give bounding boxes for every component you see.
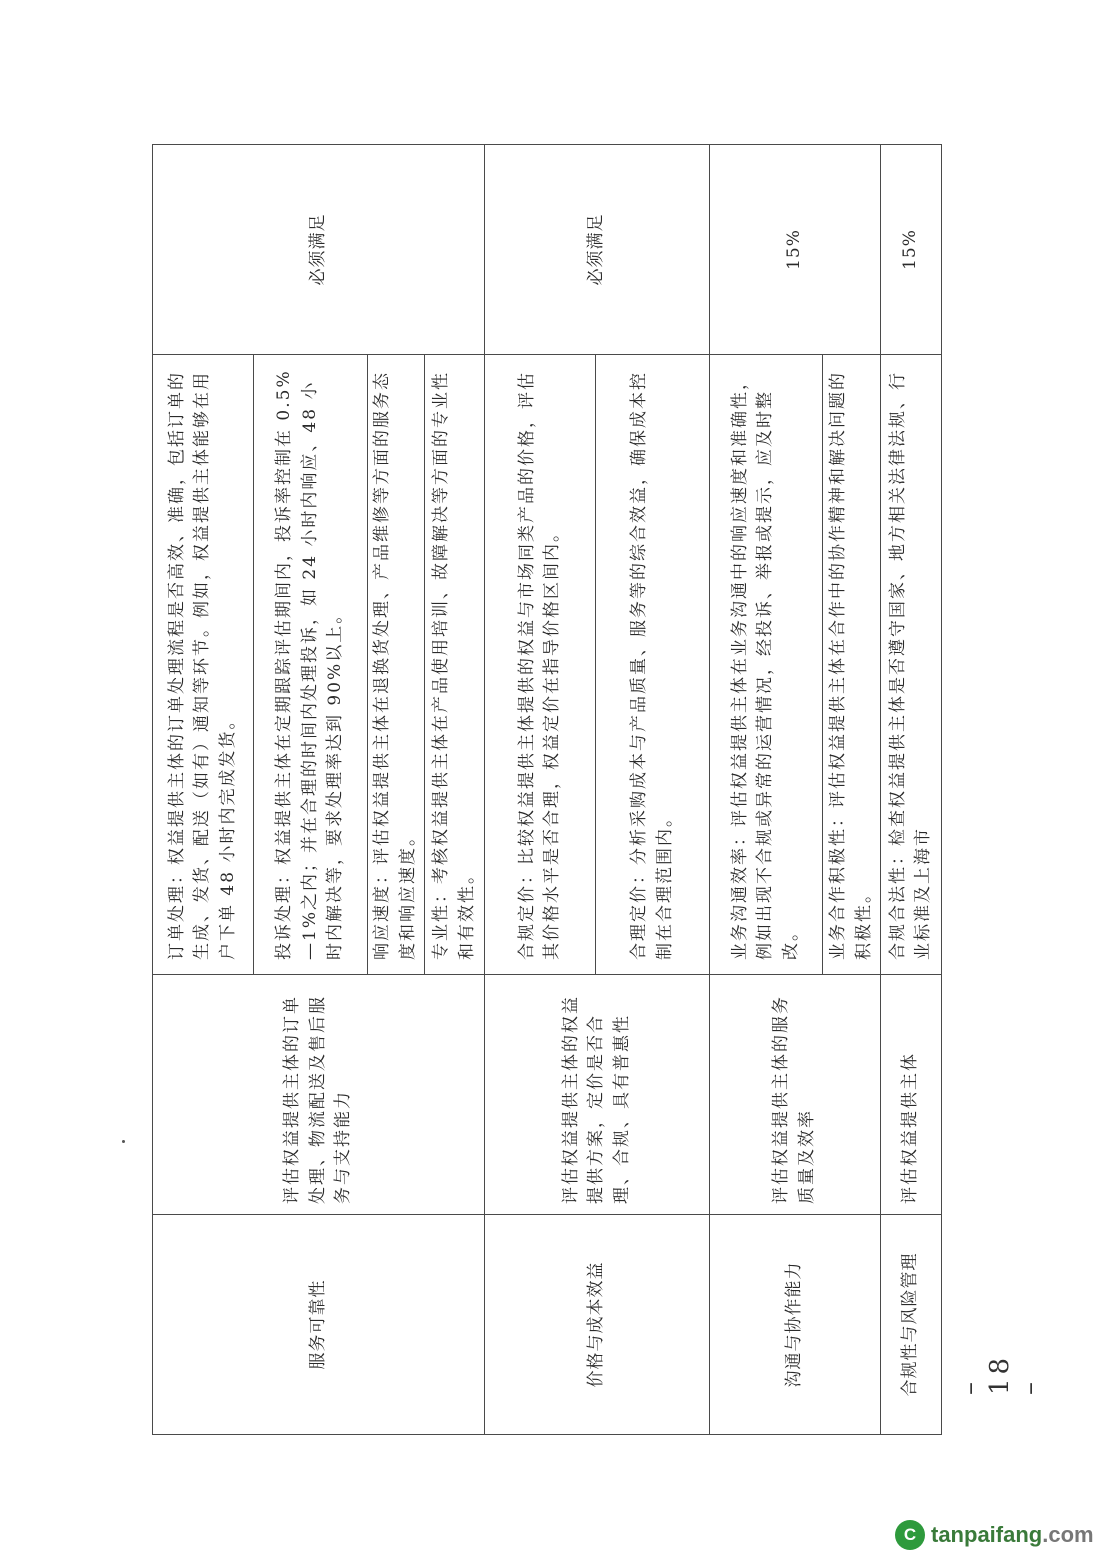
criteria-cell: 订单处理：权益提供主体的订单处理流程是否高效、准确，包括订单的生成、发货、配送（如有）通知等环节。例如，权益提供主体能够在用户下单 48 小时内完成发货。 xyxy=(153,355,254,975)
requirement-cell: 15% xyxy=(881,145,942,355)
tanpaifang-logo-icon: C xyxy=(895,1520,925,1550)
rotated-table-page xyxy=(152,145,942,1435)
category-cell: 价格与成本效益 xyxy=(485,1215,710,1435)
watermark-domain: .com xyxy=(1042,1522,1094,1547)
criteria-cell: 合规定价：比较权益提供主体提供的权益与市场同类产品的价格，评估其价格水平是否合理，权益定价在指导价格区间内。 xyxy=(485,355,596,975)
watermark-site: tanpaifang xyxy=(931,1522,1043,1547)
criteria-cell: 合规合法性：检查权益提供主体是否遵守国家、地方相关法律法规、行业标准及上海市 xyxy=(881,355,942,975)
watermark-text xyxy=(931,1522,1094,1548)
stray-dot xyxy=(122,1140,125,1143)
criteria-cell: 响应速度：评估权益提供主体在退换货处理、产品维修等方面的服务态度和响应速度。 xyxy=(367,355,425,975)
criteria-cell: 业务沟通效率：评估权益提供主体在业务沟通中的响应速度和准确性，例如出现不合规或异常的运营情况，经投诉、举报或提示，应及时整改。 xyxy=(709,355,822,975)
target-cell: 评估权益提供主体的服务质量及效率 xyxy=(709,975,880,1215)
category-cell: 合规性与风险管理 xyxy=(881,1215,942,1435)
table-row xyxy=(485,145,596,1435)
category-cell: 沟通与协作能力 xyxy=(709,1215,880,1435)
target-cell: 评估权益提供主体 xyxy=(881,975,942,1215)
table-row xyxy=(153,145,254,1435)
requirement-cell: 必须满足 xyxy=(485,145,710,355)
table-row xyxy=(881,145,942,1435)
requirement-cell: 15% xyxy=(709,145,880,355)
page-number: – 18 – xyxy=(955,1353,1045,1395)
criteria-cell: 投诉处理：权益提供主体在定期跟踪评估期间内，投诉率控制在 0.5%—1%之内；并在合理的时间内处理投诉，如 24 小时内响应、48 小时内解决等，要求处理率达到 90%以上。 xyxy=(254,355,367,975)
criteria-cell: 专业性：考核权益提供主体在产品使用培训、故障解决等方面的专业性和有效性。 xyxy=(425,355,485,975)
requirement-cell: 必须满足 xyxy=(153,145,485,355)
target-cell: 评估权益提供主体的权益提供方案，定价是否合理、合规、具有普惠性 xyxy=(485,975,710,1215)
watermark xyxy=(895,1520,1094,1550)
category-cell: 服务可靠性 xyxy=(153,1215,485,1435)
table-row xyxy=(709,145,822,1435)
criteria-cell: 合理定价：分析采购成本与产品质量、服务等的综合效益，确保成本控制在合理范围内。 xyxy=(596,355,709,975)
criteria-cell: 业务合作积极性：评估权益提供主体在合作中的协作精神和解决问题的积极性。 xyxy=(823,355,881,975)
target-cell: 评估权益提供主体的订单处理、物流配送及售后服务与支持能力 xyxy=(153,975,485,1215)
evaluation-table xyxy=(152,144,942,1435)
